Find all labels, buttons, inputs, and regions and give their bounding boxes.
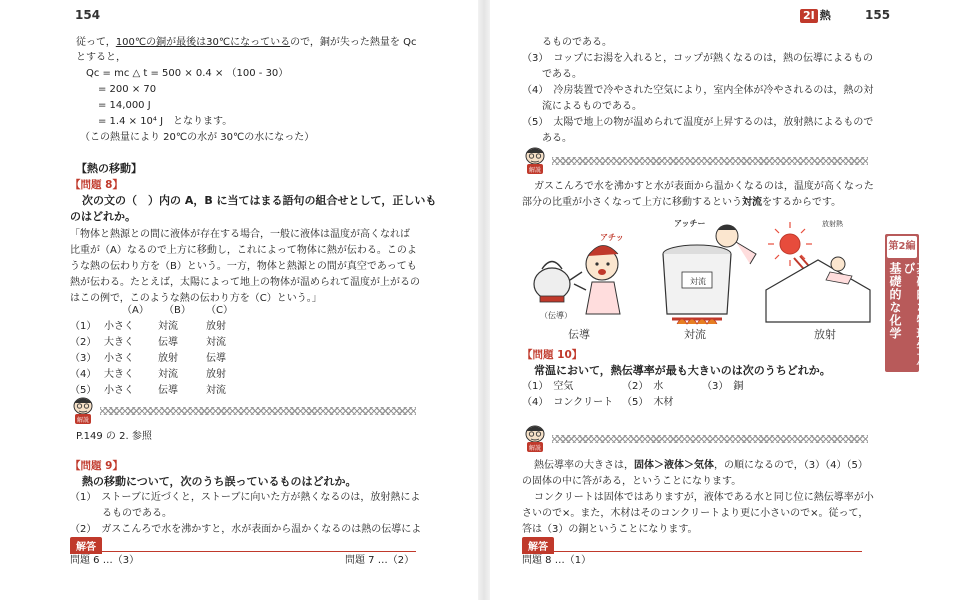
exclaim-1: アチッ (600, 233, 624, 242)
q9-item-2a: （2） ガスこんろで水を沸かすと，水が表面から温かくなるのは熱の伝導によ (70, 524, 422, 535)
section-title: 【熱の移動】 (76, 162, 142, 175)
q9-cont-line: 流によるものである。 (542, 101, 642, 112)
answer-label: 解答 (70, 537, 102, 554)
caption-conduction: 伝導 (568, 328, 590, 340)
intro-line-1: 従って，100℃の銅が最後は30℃になっているので，銅が失った熱量を Qc (76, 37, 417, 48)
radiation-figure (766, 222, 870, 322)
answer-7: 問題 7 …（2） (345, 555, 415, 566)
q9-expl-line-2: 部分の比重が小さくなって上方に移動するという対流をするからです。 (522, 197, 842, 208)
q9-cont-line: （3） コップにお湯を入れると，コップが熱くなるのは，熱の伝導によるもの (522, 53, 873, 64)
q10-option: （5） 木材 (622, 397, 674, 408)
convection-small-label: 対流 (690, 277, 706, 286)
col-header-c: （C） (206, 305, 233, 316)
heat-transfer-illustration (522, 214, 874, 340)
q8-quote-line: 比重が（A）なるので上方に移動し，これによって物体に熱が伝わる。このよ (70, 245, 417, 256)
answer-8: 問題 8 …（1） (522, 555, 592, 566)
q8-quote-line: 「物体と熱源との間に液体が存在する場合，一般に液体は温度が高くなれば (70, 229, 410, 240)
formula-line-2: = 200 × 70 (98, 84, 157, 95)
q8-explanation: P.149 の 2. 参照 (76, 431, 152, 442)
answer-6: 問題 6 …（3） (70, 555, 140, 566)
q10-expl-line-3: コンクリートは固体ではありますが，液体である水と同じ位に熱伝導率が小 (534, 492, 874, 503)
question-10-label: 【問題 10】 (522, 349, 583, 361)
col-header-b: （B） (164, 305, 191, 316)
page-number-left: 154 (75, 8, 101, 22)
page-number-right: 155 (865, 8, 891, 22)
tutor-icon (522, 424, 548, 454)
q10-expl-line-2: の固体の中に答がある，ということになります。 (522, 476, 742, 487)
q9-cont-line: （4） 冷房装置で冷やされた空気により，室内全体が冷やされるのは，熱の対 (522, 85, 874, 96)
intro-underline: 100℃の銅が最後は30℃になっている (115, 37, 291, 48)
q10-expl-line-1: 熱伝導率の大きさは，固体＞液体＞気体，の順になるので，（3）（4）（5） (534, 460, 868, 471)
side-tab-text-1: 基礎的な物理学及び (902, 262, 929, 366)
question-8-text-1: 次の文の（ ）内の A，B に当てはまる語句の組合せとして，正しいも (82, 194, 437, 207)
formula-line-1: Qc = mc △ t = 500 × 0.4 × （100 - 30） (86, 68, 289, 79)
q9-cont-line: である。 (542, 69, 582, 80)
side-tab-part: 第2編 (887, 236, 917, 258)
svg-text:解説: 解説 (76, 417, 90, 424)
chapter-side-tab (885, 234, 929, 372)
q9-cont-line: （5） 太陽で地上の物が温められて温度が上昇するのは，放射熱によるもので (522, 117, 874, 128)
intro-note: （この熱量により 20℃の水が 30℃の水になった） (80, 132, 315, 143)
conduction-small-label: （伝導） (540, 311, 572, 320)
q9-cont-line: るものである。 (542, 37, 612, 48)
q9-expl-line-1: ガスこんろで水を沸かすと水が表面から温かくなるのは，温度が高くなった (534, 181, 874, 192)
chapter-title: 熱 (819, 9, 831, 22)
answer-label: 解答 (522, 537, 554, 554)
col-header-a: （A） (122, 305, 149, 316)
convection-figure (663, 225, 756, 324)
svg-text:解説: 解説 (528, 445, 542, 452)
q9-item-1a: （1） ストーブに近づくと，ストーブに向いた方が熱くなるのは，放射熱によ (70, 492, 421, 503)
answer-bar-left (70, 537, 416, 552)
divider-zigzag (100, 407, 416, 415)
exclaim-2: アッチー (674, 219, 706, 228)
divider-zigzag (552, 435, 868, 443)
question-10-text: 常温において，熱伝導率が最も大きいのは次のうちどれか。 (534, 364, 831, 377)
q8-quote-line: うな熱の伝わり方を（B）という。一方，物体と熱源との間が真空であっても (70, 261, 417, 272)
tutor-icon (522, 146, 548, 176)
q8-quote-line: 熱が伝わる。たとえば，太陽によって地上の物体が温められて温度が上がるの (70, 277, 420, 288)
chapter-chip: 2Ⅰ (800, 9, 818, 23)
divider-zigzag (552, 157, 868, 165)
question-8-label: 【問題 8】 (70, 179, 123, 191)
question-8-text-2: のはどれか。 (70, 210, 136, 223)
q10-option: （4） コンクリート (522, 397, 614, 408)
formula-line-4: = 1.4 × 10⁴ J となります。 (98, 116, 233, 127)
formula-line-3: = 14,000 J (98, 100, 151, 111)
caption-radiation: 放射 (814, 328, 836, 340)
q10-option: （3） 銅 (702, 381, 744, 392)
conduction-figure (534, 245, 620, 314)
svg-text:解説: 解説 (528, 167, 542, 174)
question-9-label: 【問題 9】 (70, 460, 123, 472)
q9-item-1b: るものである。 (102, 508, 172, 519)
answer-bar-right (522, 537, 862, 552)
question-9-text: 熱の移動について，次のうち誤っているものはどれか。 (82, 475, 357, 488)
left-page: 154 従って，100℃の銅が最後は30℃になっているので，銅が失った熱量を Qc とすると， Qc = mc △ t = 500 × 0.4 × （100 - 30） = 200 × 70 = 14,000 J = 1.4 × 10⁴ J となります。 （この熱量により 20℃の水が 30℃の水になった） 【熱の移動】 【問題 8】 次の文の（ ）内の A，B に当てはまる語句の組合せとして，正しいも のはどれか。 「物体と熱源との間に液体が存在する場合，一般に液体は温度が高くなれば 比重が（A）なるので上方に移動し，これによって物体に熱が伝わる。このよ うな熱の伝わり方を（B）という。一方，物体と熱源との間が真空であっても 熱が伝わる。たとえば，太陽によって地上の物体が温められて温度が上がるの はこの例で，このような熱の伝わり方を（C）という。」 （A） （B） （C） （1） 小さく 対流 放射 （2） 大きく 伝導 対流 （3） 小さく 放射 伝導 （4） 大きく 対流 放射 （5） 小さく 伝導 対流 解説 P.149 の 2. 参照 【問題 9】 熱の移動について，次のうち誤っているものはどれか。 （1） ストーブに近づくと，ストーブに向いた方が熱くなるのは，放射熱によ るものである。 （2） ガスこんろで水を沸かすと，水が表面から温かくなるのは熱の伝導によ 解答 問題 6 …（3） 問題 7 …（2） (70, 8, 437, 566)
side-tab-text-2: 基礎的な化学 (888, 262, 902, 340)
intro-line-2: とすると， (76, 52, 126, 63)
q8-quote-line: はこの例で，このような熱の伝わり方を（C）という。」 (70, 293, 322, 304)
caption-convection: 対流 (684, 328, 706, 340)
q10-option: （1） 空気 (522, 381, 574, 392)
book-gutter (478, 0, 490, 600)
q10-option: （2） 水 (622, 381, 664, 392)
q9-cont-line: ある。 (542, 133, 572, 144)
q10-expl-line-4: さいので×。また，木材はそのコンクリートより更に小さいので×。従って， (522, 508, 869, 519)
q10-expl-line-5: 答は（3）の銅ということになります。 (522, 524, 698, 535)
tutor-icon (70, 396, 96, 426)
radiation-small-label: 放射熱 (822, 220, 843, 228)
chapter-heading (800, 9, 831, 23)
